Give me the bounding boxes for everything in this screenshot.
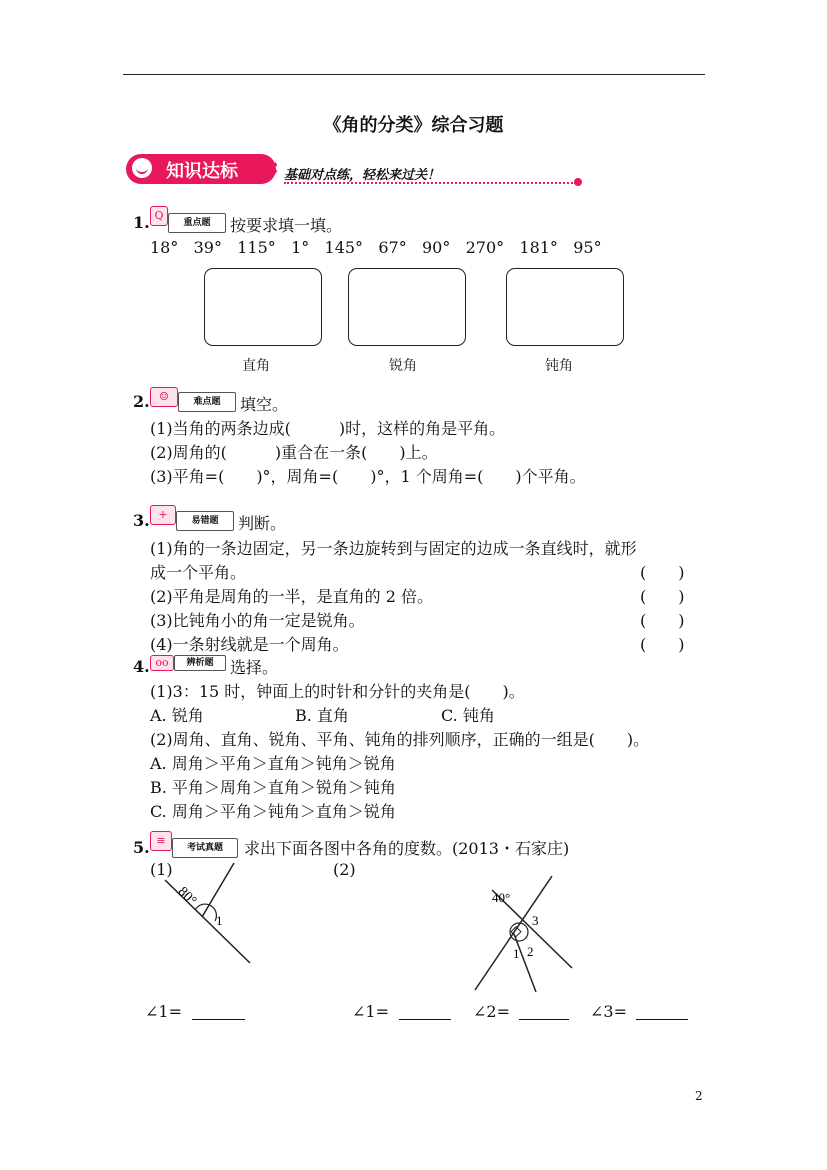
angle-value: 181° xyxy=(519,238,558,257)
q1-number: 1. xyxy=(133,213,150,232)
q3-item: (1)角的一条边固定，另一条边旋转到与固定的边成一条直线时，就形 xyxy=(150,539,637,558)
angle-value: 90° xyxy=(421,238,451,257)
section-banner xyxy=(126,154,586,190)
dot-end xyxy=(574,178,582,186)
q3-instruction: 判断。 xyxy=(238,514,287,533)
kit-icon: + xyxy=(150,505,176,525)
q3-answer-paren[interactable]: ( ) xyxy=(640,563,685,582)
q2-item: (2)周角的( )重合在一条( )上。 xyxy=(150,443,438,462)
fig2-mark: 1 xyxy=(513,946,520,961)
answer-blank[interactable] xyxy=(636,1001,688,1020)
header-rule xyxy=(123,74,705,75)
fig2-angle-label: 40° xyxy=(492,890,511,905)
q2-number: 2. xyxy=(133,392,150,411)
right-angle-box[interactable] xyxy=(204,268,322,346)
answer-label: ∠2= xyxy=(473,1002,510,1021)
q4-option[interactable]: B. 直角 xyxy=(295,706,349,725)
fig1-angle-label: 80° xyxy=(174,884,200,909)
fig1-line xyxy=(202,863,234,917)
q4-sub2: (2)周角、直角、锐角、平角、钝角的排列顺序，正确的一组是( )。 xyxy=(150,730,650,749)
q3-number: 3. xyxy=(133,511,150,530)
angle-value: 115° xyxy=(237,238,276,257)
fig1-label: (1) xyxy=(150,860,173,879)
angle-value: 18° xyxy=(150,238,179,257)
flower-icon: ✲ xyxy=(260,156,279,182)
q2-tag: 难点题 xyxy=(178,392,236,412)
fig1-mark: 1 xyxy=(216,913,223,928)
book-icon: ≡ xyxy=(150,831,172,851)
banner-label: 知识达标 xyxy=(166,161,238,182)
q3-item: (4)一条射线就是一个周角。 xyxy=(150,635,349,654)
obtuse-angle-box[interactable] xyxy=(506,268,624,346)
fig2-label: (2) xyxy=(333,860,356,879)
q4-number: 4. xyxy=(133,657,150,676)
q3-item: (3)比钝角小的角一定是锐角。 xyxy=(150,611,365,630)
angle-value: 1° xyxy=(291,238,310,257)
q5-instruction: 求出下面各图中各角的度数。(2013・石家庄) xyxy=(244,839,570,858)
fig2-mark: 3 xyxy=(532,913,539,928)
page-title: 《角的分类》综合习题 xyxy=(323,115,504,136)
banner-slogan: 基础对点练，轻松来过关！ xyxy=(284,168,441,183)
q4-option[interactable]: C. 钝角 xyxy=(441,706,495,725)
answer-label: ∠1= xyxy=(145,1002,182,1021)
q5-tag: 考试真题 xyxy=(172,838,238,858)
answer-blank[interactable] xyxy=(519,1001,569,1020)
q2-item: (3)平角=( )°，周角=( )°，1 个周角=( )个平角。 xyxy=(150,467,586,486)
q4-option[interactable]: B. 平角＞周角＞直角＞锐角＞钝角 xyxy=(150,778,396,797)
q1-tag: 重点题 xyxy=(168,213,226,233)
acute-angle-box[interactable] xyxy=(348,268,466,346)
eyes-icon: oo xyxy=(150,655,174,671)
q2-instruction: 填空。 xyxy=(240,395,289,414)
answer-blank[interactable] xyxy=(192,1001,245,1020)
box-label-acute: 锐角 xyxy=(389,358,417,374)
q3-tag: 易错题 xyxy=(176,511,234,531)
q3-item: (2)平角是周角的一半，是直角的 2 倍。 xyxy=(150,587,434,606)
q4-sub1: (1)3：15 时，钟面上的时针和分针的夹角是( )。 xyxy=(150,682,525,701)
q4-option[interactable]: C. 周角＞平角＞钝角＞直角＞锐角 xyxy=(150,802,396,821)
q4-option[interactable]: A. 锐角 xyxy=(150,706,204,725)
answer-blank[interactable] xyxy=(399,1001,451,1020)
figure-1 xyxy=(150,855,270,970)
q4-option[interactable]: A. 周角＞平角＞直角＞钝角＞锐角 xyxy=(150,754,396,773)
angle-value: 39° xyxy=(193,238,222,257)
figure-2 xyxy=(470,870,580,995)
q3-item-cont: 成一个平角。 xyxy=(150,563,247,582)
angle-value: 145° xyxy=(324,238,364,257)
answer-label: ∠1= xyxy=(352,1002,389,1021)
q1-angle-list xyxy=(150,238,602,257)
q3-answer-paren[interactable]: ( ) xyxy=(640,611,685,630)
face-icon: ☺ xyxy=(150,387,178,407)
answer-label: ∠3= xyxy=(590,1002,627,1021)
page-number: 2 xyxy=(695,1089,703,1103)
q3-answer-paren[interactable]: ( ) xyxy=(640,635,685,654)
smile-icon xyxy=(132,158,152,178)
q4-tag: 辨析题 xyxy=(174,655,226,671)
banner-pill xyxy=(126,154,279,184)
q4-instruction: 选择。 xyxy=(230,658,279,677)
q1-instruction: 按要求填一填。 xyxy=(230,216,343,235)
q5-number: 5. xyxy=(133,838,150,857)
magnifier-icon: Q xyxy=(150,206,168,226)
fig2-line xyxy=(475,876,552,990)
dotted-line xyxy=(284,182,576,184)
fig2-line xyxy=(514,934,536,992)
angle-value: 95° xyxy=(573,238,602,257)
angle-value: 67° xyxy=(378,238,407,257)
angle-value: 270° xyxy=(465,238,505,257)
box-label-right: 直角 xyxy=(242,358,270,374)
fig2-mark: 2 xyxy=(527,944,534,959)
box-label-obtuse: 钝角 xyxy=(545,358,573,374)
q2-item: (1)当角的两条边成( )时，这样的角是平角。 xyxy=(150,419,506,438)
q3-answer-paren[interactable]: ( ) xyxy=(640,587,685,606)
